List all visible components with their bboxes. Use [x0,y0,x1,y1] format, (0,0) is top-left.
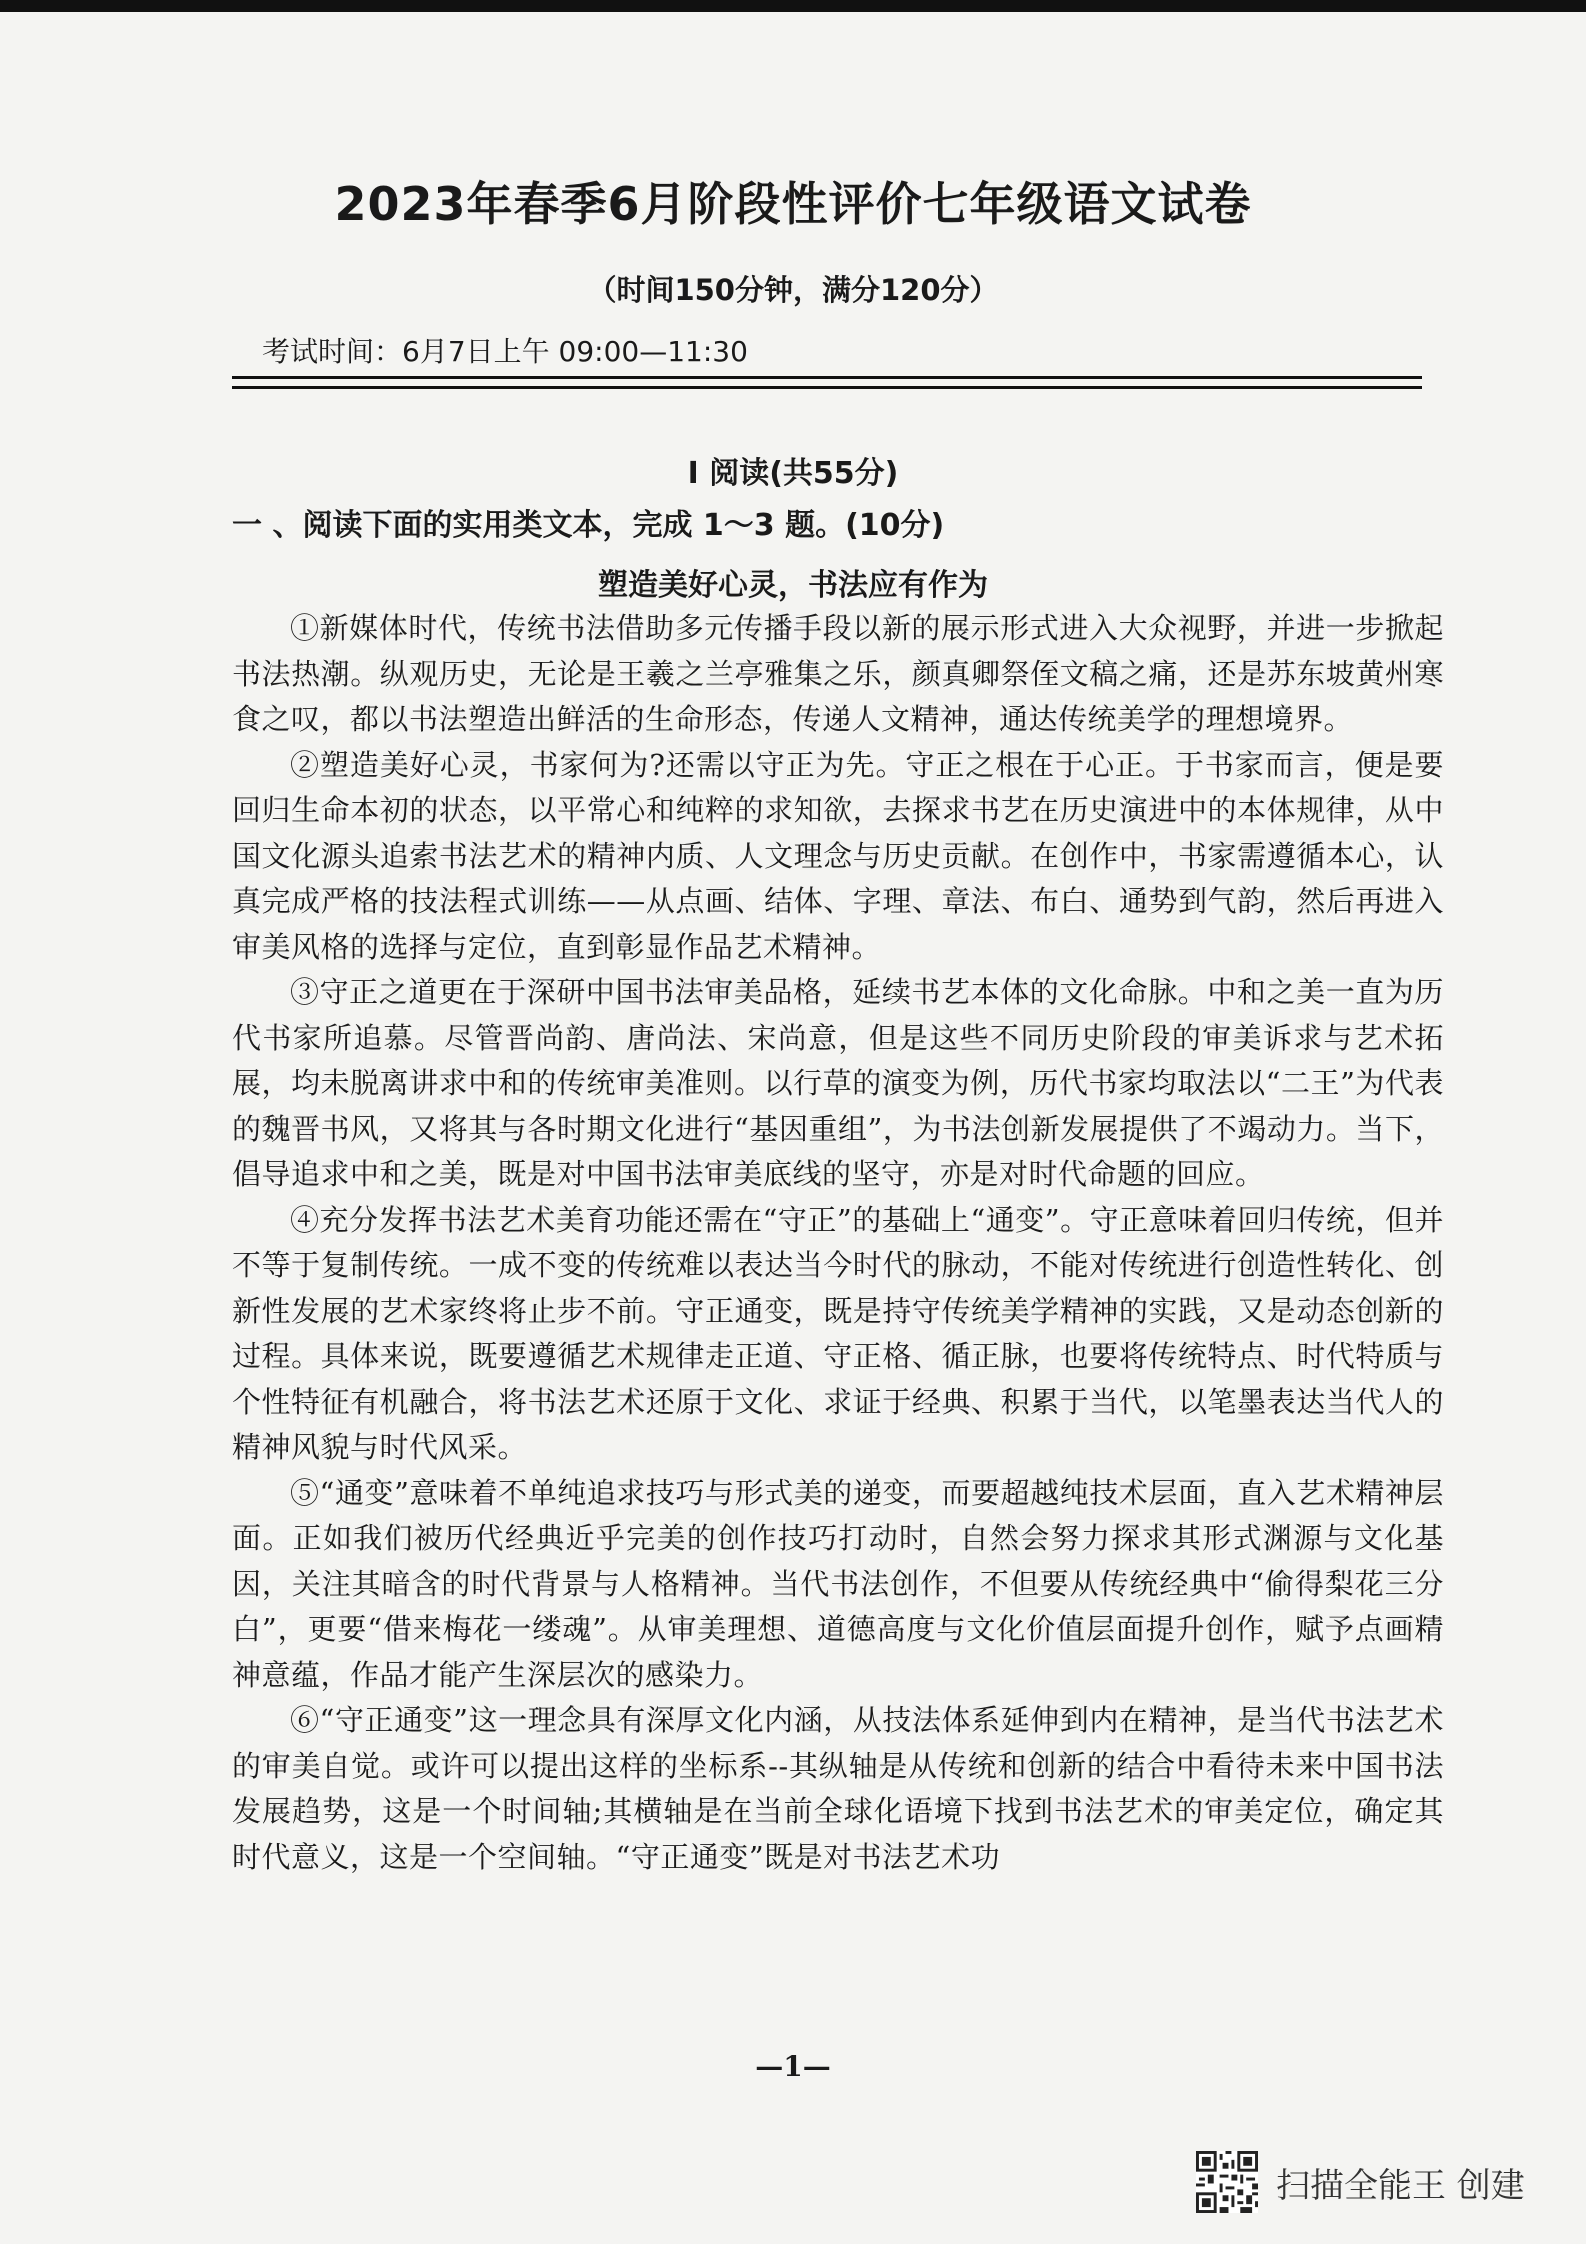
question-heading: 一 、阅读下面的实用类文本，完成 1～3 题。(10分) [232,508,945,543]
paragraph-1: ①新媒体时代，传统书法借助多元传播手段以新的展示形式进入大众视野，并进一步掀起书法热潮。纵观历史，无论是王羲之兰亭雅集之乐，颜真卿祭侄文稿之痛，还是苏东坡黄州寒食之叹，都以书法塑造出鲜活的生命形态，传递人文精神，通达传统美学的理想境界。 [232,611,1444,736]
qr-code-icon [1196,2151,1258,2213]
paragraph-5: ⑤“通变”意味着不单纯追求技巧与形式美的递变，而要超越纯技术层面，直入艺术精神层面。正如我们被历代经典近乎完美的创作技巧打动时，自然会努力探求其形式渊源与文化基因，关注其暗含的时代背景与人格精神。当代书法创作，不但要从传统经典中“偷得梨花三分白”，更要“借来梅花一缕魂”。从审美理想、道德高度与文化价值层面提升创作，赋予点画精神意蕴，作品才能产生深层次的感染力。 [232,1475,1444,1692]
paragraph-4: ④充分发挥书法艺术美育功能还需在“守正”的基础上“通变”。守正意味着回归传统，但并不等于复制传统。一成不变的传统难以表达当今时代的脉动，不能对传统进行创造性转化、创新性发展的艺术家终将止步不前。守正通变，既是持守传统美学精神的实践，又是动态创新的过程。具体来说，既要遵循艺术规律走正道、守正格、循正脉，也要将传统特点、时代特质与个性特征有机融合，将书法艺术还原于文化、求证于经典、积累于当代，以笔墨表达当代人的精神风貌与时代风采。 [232,1202,1444,1464]
scanner-watermark [1196,2150,1525,2214]
article-title: 塑造美好心灵，书法应有作为 [598,568,988,603]
exam-subtitle: （时间150分钟，满分120分） [587,273,999,307]
paragraph-6: ⑥“守正通变”这一理念具有深厚文化内涵，从技法体系延伸到内在精神，是当代书法艺术的审美自觉。或许可以提出这样的坐标系--其纵轴是从传统和创新的结合中看待未来中国书法发展趋势，这是一个时间轴;其横轴是在当前全球化语境下找到书法艺术的审美定位，确定其时代意义，这是一个空间轴。“守正通变”既是对书法艺术功 [232,1703,1444,1874]
paragraph-3: ③守正之道更在于深研中国书法审美品格，延续书艺本体的文化命脉。中和之美一直为历代书家所追慕。尽管晋尚韵、唐尚法、宋尚意，但是这些不同历史阶段的审美诉求与艺术拓展，均未脱离讲求中和的传统审美准则。以行草的演变为例，历代书家均取法以“二王”为代表的魏晋书风，又将其与各时期文化进行“基因重组”，为书法创新发展提供了不竭动力。当下，倡导追求中和之美，既是对中国书法审美底线的坚守，亦是对时代命题的回应。 [232,975,1444,1191]
article-body [232,606,1444,1880]
header-rule-top [232,376,1422,379]
exam-time: 考试时间：6月7日上午 09:00—11:30 [262,335,748,368]
page-number: —1— [755,2050,831,2083]
paragraph-2: ②塑造美好心灵，书家何为?还需以守正为先。守正之根在于心正。于书家而言，便是要回归生命本初的状态，以平常心和纯粹的求知欲，去探求书艺在历史演进中的本体规律，从中国文化源头追索书法艺术的精神内质、人文理念与历史贡献。在创作中，书家需遵循本心，认真完成严格的技法程式训练——从点画、结体、字理、章法、布白、通势到气韵，然后再进入审美风格的选择与定位，直到彰显作品艺术精神。 [232,747,1444,964]
header-rule-bottom [232,386,1422,389]
section-heading: I 阅读(共55分) [687,456,899,491]
top-scan-band [0,0,1586,12]
exam-title: 2023年春季6月阶段性评价七年级语文试卷 [334,177,1252,231]
watermark-text: 扫描全能王 创建 [1276,2165,1525,2206]
